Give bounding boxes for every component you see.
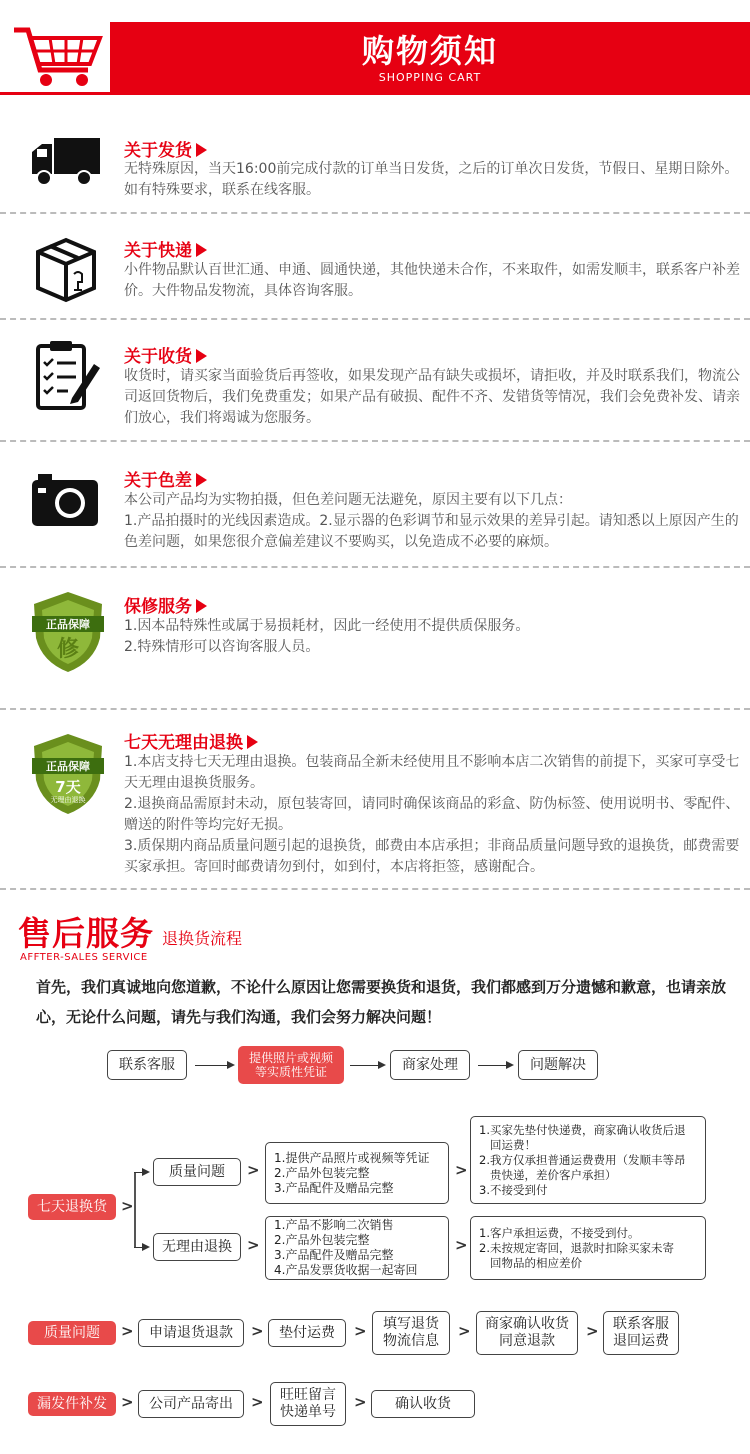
quality-requirements: 1.提供产品照片或视频等凭证 2.产品外包装完整 3.产品配件及赠品完整 [265, 1142, 449, 1204]
flow2-label: 质量问题 [28, 1321, 116, 1345]
section-color-difference [0, 442, 750, 566]
tree-chevron: > [247, 1236, 260, 1254]
tree-chevron: > [455, 1161, 468, 1179]
flow-arrow [478, 1065, 512, 1066]
flow2-prepay-shipping: 垫付运费 [268, 1319, 346, 1347]
no-reason-requirements: 1.产品不影响二次销售 2.产品外包装完整 3.产品配件及赠品完整 4.产品发票货收据一起寄回 [265, 1216, 449, 1280]
section-body: 1.因本品特殊性或属于易损耗材，因此一经使用不提供质保服务。 2.特殊情形可以咨询客服人员。 [124, 618, 530, 655]
section-body: 收货时，请买家当面验货后再签收，如果发现产品有缺失或损坏，请拒收，并及时联系我们，物流公司返回货物后，我们免费重发；如果产品有破损、配件不齐、发错货等情况，我们会免费补发、请亲们放心，我们将竭诚为您服务。 [124, 368, 740, 426]
clipboard-icon [28, 338, 104, 414]
after-sales-intro: 首先，我们真诚地向您道歉，不论什么原因让您需要换货和退货，我们都感到万分遗憾和歉意，也请亲放心，无论什么问题，请先与我们沟通，我们会努力解决问题！ [36, 978, 727, 1026]
tree-chevron: > [247, 1161, 260, 1179]
section-title: 关于快递 [124, 236, 207, 261]
page-title: 购物须知 [361, 32, 498, 70]
flow2-apply-refund: 申请退货退款 [138, 1319, 244, 1347]
flow2-fill-logistics: 填写退货 物流信息 [372, 1311, 450, 1355]
tree-chevron: > [455, 1236, 468, 1254]
section-body: 1.本店支持七天无理由退换。包装商品全新未经使用且不影响本店二次销售的前提下，买家可享受七天无理由退换货服务。 2.退换商品需原封未动，原包装寄回，请同时确保该商品的彩盒、防伪标签、使用说明书、零配件、赠送的附件等均完好无损。 3.质保期内商品质量问题引起的退换货，邮费由本店承担；非商品质量问题导致的退换货，邮费需要买家承担。寄回时邮费请勿到付，如到付，本店将拒签，感谢配合。 [124, 754, 740, 875]
no-reason-return-box: 无理由退换 [153, 1233, 241, 1261]
section-shipping [0, 100, 750, 212]
camera-icon [28, 464, 104, 540]
flow-contact-support: 联系客服 [107, 1050, 187, 1080]
badge-char: 修 [56, 637, 80, 662]
section-receiving [0, 320, 750, 440]
seven-day-return-label: 七天退换货 [28, 1194, 116, 1220]
flow-chevron: > [458, 1322, 471, 1340]
page-subtitle: SHOPPING CART [378, 71, 482, 84]
badge-char: 7天 [55, 778, 81, 796]
flow-merchant-processing: 商家处理 [390, 1050, 470, 1080]
return-shield-icon [28, 730, 108, 818]
flow-chevron: > [354, 1322, 367, 1340]
section-courier [0, 214, 750, 318]
section-body: 无特殊原因，当天16:00前完成付款的订单当日发货，之后的订单次日发货，节假日、星期日除外。如有特殊要求，联系在线客服。 [124, 161, 739, 198]
warranty-shield-icon [28, 588, 108, 676]
flow3-company-ship: 公司产品寄出 [138, 1390, 244, 1418]
divider [0, 888, 750, 890]
section-seven-day-return [0, 710, 750, 888]
section-body: 本公司产品均为实物拍摄，但色差问题无法避免，原因主要有以下几点： 1.产品拍摄时的光线因素造成。2.显示器的色彩调节和显示效果的差异引起。请知悉以上原因产生的色差问题，如果您很介意偏差建议不要购买，以免造成不必要的麻烦。 [124, 492, 739, 550]
flow-chevron: > [354, 1393, 367, 1411]
section-body: 小件物品默认百世汇通、申通、圆通快递，其他快递未合作，不来取件，如需发顺丰，联系客户补差价。大件物品发物流，具体咨询客服。 [124, 262, 740, 299]
flow3-leave-message: 旺旺留言 快递单号 [270, 1382, 346, 1426]
flow2-merchant-confirm: 商家确认收货 同意退款 [476, 1311, 578, 1355]
flow3-confirm-receipt: 确认收货 [371, 1390, 475, 1418]
badge-text: 正品保障 [46, 618, 90, 631]
tree-arrow [134, 1172, 148, 1173]
truck-icon [28, 126, 104, 202]
after-sales-title-en: AFFTER-SALES SERVICE [20, 952, 148, 963]
flow-arrow [350, 1065, 384, 1066]
shopping-cart-icon [10, 20, 106, 90]
flow2-contact-refund: 联系客服 退回运费 [603, 1311, 679, 1355]
section-warranty [0, 568, 750, 708]
quality-issue-box: 质量问题 [153, 1158, 241, 1186]
header-underline [0, 92, 750, 95]
section-title: 七天无理由退换 [124, 728, 258, 753]
after-sales-title: 售后服务 [18, 914, 154, 953]
flow-chevron: > [251, 1322, 264, 1340]
no-reason-shipping-policy: 1.客户承担运费，不接受到付。 2.未按规定寄回，退款时扣除买家未寄 回物品的相应差价 [470, 1216, 706, 1280]
flow-chevron: > [121, 1393, 134, 1411]
section-title: 关于发货 [124, 136, 207, 161]
flow-chevron: > [251, 1393, 264, 1411]
tree-connector [134, 1172, 136, 1248]
header [0, 0, 750, 95]
flow-issue-resolved: 问题解决 [518, 1050, 598, 1080]
tree-arrow [134, 1247, 148, 1248]
flow-chevron: > [121, 1322, 134, 1340]
flow-chevron: > [586, 1322, 599, 1340]
section-title: 关于收货 [124, 342, 207, 367]
flow-provide-evidence: 提供照片或视频 等实质性凭证 [238, 1046, 344, 1084]
package-icon [28, 232, 104, 308]
after-sales-subtitle: 退换货流程 [162, 929, 243, 948]
flow-arrow [195, 1065, 233, 1066]
section-title: 保修服务 [124, 592, 207, 617]
badge-text: 正品保障 [46, 760, 90, 773]
badge-small: 无理由退换 [50, 796, 86, 804]
flow3-label: 漏发件补发 [28, 1392, 116, 1416]
tree-chevron: > [121, 1197, 134, 1215]
section-title: 关于色差 [124, 466, 207, 491]
quality-shipping-policy: 1.买家先垫付快递费，商家确认收货后退 回运费！ 2.我方仅承担普通运费费用（发顺丰等昂 贵快递，差价客户承担） 3.不接受到付 [470, 1116, 706, 1204]
